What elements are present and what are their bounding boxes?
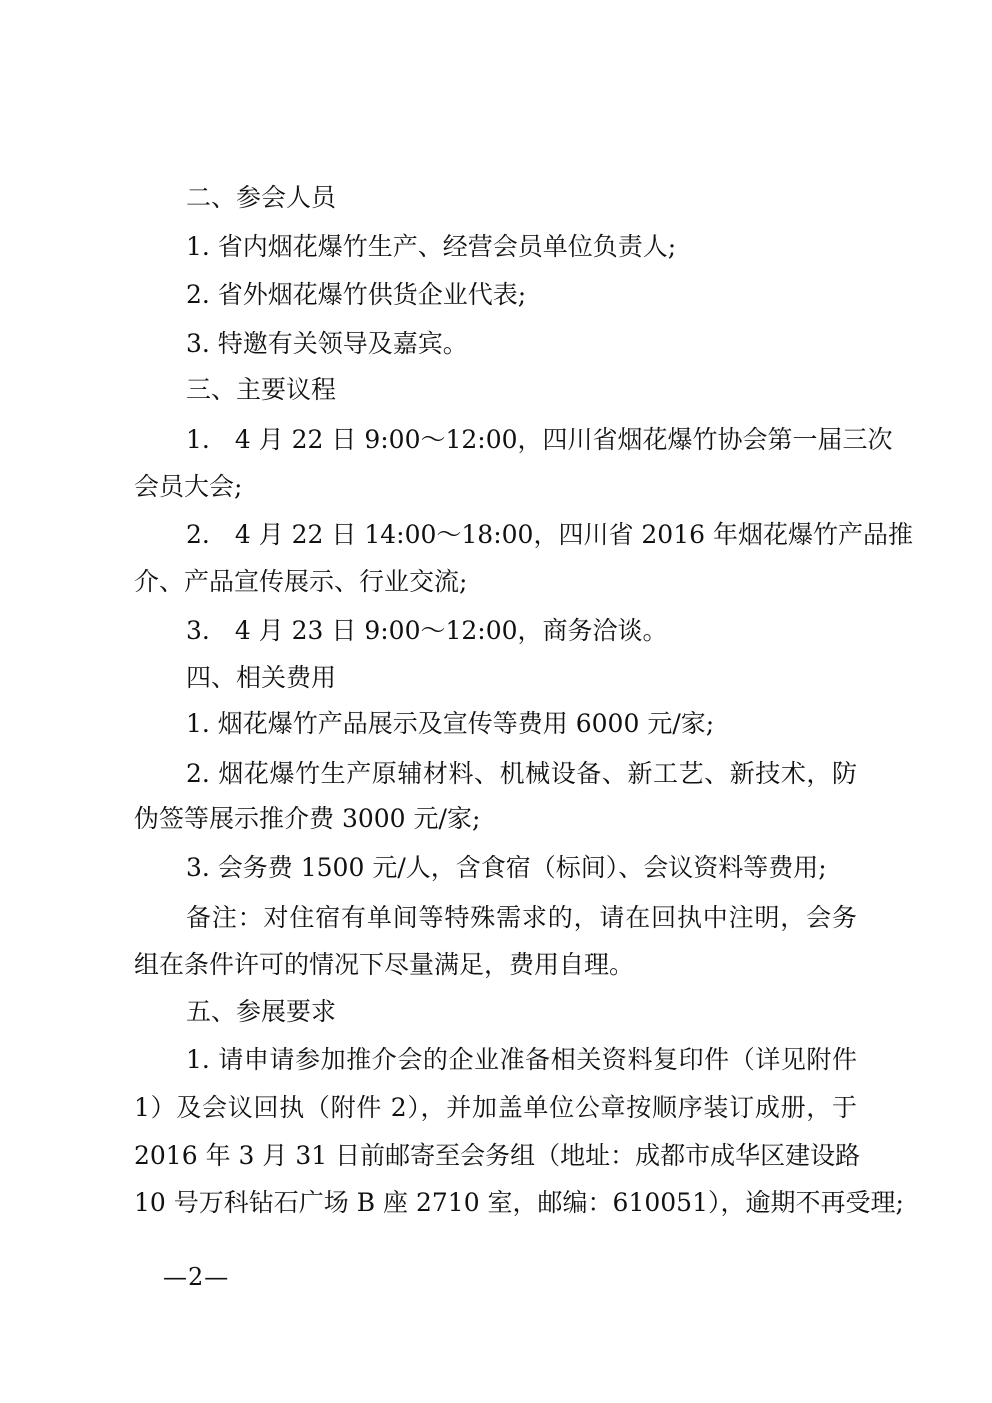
paragraph-line: 1）及会议回执（附件 2），并加盖单位公章按顺序装订成册，于 xyxy=(134,1093,857,1122)
paragraph-line: 2. 4 月 22 日 14:00～18:00，四川省 2016 年烟花爆竹产品推 xyxy=(186,520,913,549)
paragraph-line: 1. 4 月 22 日 9:00～12:00，四川省烟花爆竹协会第一届三次 xyxy=(186,425,893,454)
paragraph-line: 3. 4 月 23 日 9:00～12:00，商务洽谈。 xyxy=(186,616,668,645)
paragraph-line: 10 号万科钻石广场 B 座 2710 室，邮编：610051），逾期不再受理; xyxy=(134,1188,904,1217)
paragraph-line: 组在条件许可的情况下尽量满足，费用自理。 xyxy=(134,950,635,979)
section-heading-exhibit-requirements: 五、参展要求 xyxy=(186,997,337,1026)
paragraph-line: 2. 省外烟花爆竹供货企业代表; xyxy=(186,280,527,309)
page-number: —2— xyxy=(163,1263,230,1291)
paragraph-line: 1. 烟花爆竹产品展示及宣传等费用 6000 元/家; xyxy=(186,709,715,738)
paragraph-line: 1. 请申请参加推介会的企业准备相关资料复印件（详见附件 xyxy=(186,1045,857,1074)
section-heading-attendees: 二、参会人员 xyxy=(186,183,337,212)
paragraph-line: 2016 年 3 月 31 日前邮寄至会务组（地址：成都市成华区建设路 xyxy=(134,1141,861,1170)
paragraph-line: 伪签等展示推介费 3000 元/家; xyxy=(134,804,481,833)
section-heading-fees: 四、相关费用 xyxy=(186,663,337,692)
paragraph-line: 备注：对住宿有单间等特殊需求的，请在回执中注明，会务 xyxy=(186,903,857,932)
paragraph-line: 3. 特邀有关领导及嘉宾。 xyxy=(186,329,468,358)
section-heading-agenda: 三、主要议程 xyxy=(186,375,337,404)
paragraph-line: 3. 会务费 1500 元/人，含食宿（标间）、会议资料等费用; xyxy=(186,853,827,882)
paragraph-line: 会员大会; xyxy=(134,472,243,501)
paragraph-line: 1. 省内烟花爆竹生产、经营会员单位负责人; xyxy=(186,232,677,261)
paragraph-line: 介、产品宣传展示、行业交流; xyxy=(134,567,468,596)
paragraph-line: 2. 烟花爆竹生产原辅材料、机械设备、新工艺、新技术，防 xyxy=(186,759,857,788)
